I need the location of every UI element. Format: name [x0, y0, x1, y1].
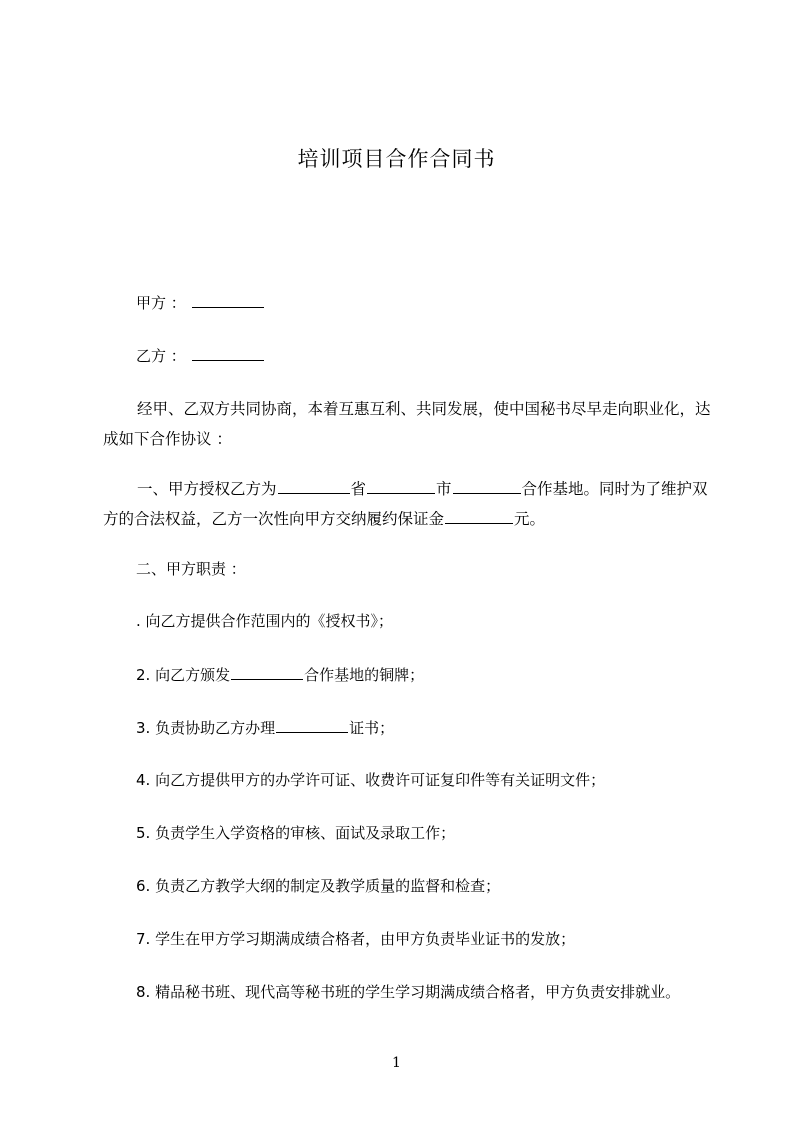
duty-item-6: 6. 负责乙方教学大纲的制定及教学质量的监督和检查； [136, 877, 501, 895]
party-b-blank [192, 345, 264, 361]
duty-item-5: 5. 负责学生入学资格的审核、面试及录取工作； [136, 824, 456, 842]
duty-item-2-pre: 2. 向乙方颁发 [136, 666, 231, 684]
document-title: 培训项目合作合同书 [297, 147, 496, 171]
party-a-line [136, 292, 265, 313]
clause-one-part3: 市 [436, 480, 452, 498]
intro-paragraph [103, 394, 723, 454]
duty-item-2-post: 合作基地的铜牌； [304, 666, 425, 684]
duty-item-7: 7. 学生在甲方学习期满成绩合格者，由甲方负责毕业证书的发放； [136, 930, 576, 948]
duty-item-4: 4. 向乙方提供甲方的办学许可证、收费许可证复印件等有关证明文件； [136, 771, 606, 789]
duty-item-2-blank [231, 664, 303, 680]
duty-item-1: . 向乙方提供合作范围内的《授权书》； [136, 612, 394, 630]
duty-item-3 [136, 717, 394, 738]
duty-item-8: 8. 精品秘书班、现代高等秘书班的学生学习期满成绩合格者，甲方负责安排就业。 [136, 983, 681, 1001]
duty-item-2 [136, 664, 424, 685]
section-two-heading: 二、甲方职责 ： [136, 560, 246, 578]
party-b-line [136, 345, 265, 366]
party-a-label: 甲方 ： [136, 294, 186, 312]
party-b-label: 乙方 ： [136, 347, 186, 365]
page-number: 1 [392, 1055, 401, 1071]
province-blank [278, 478, 350, 494]
clause-one-part4: 合作基地。同时为了维护双方的合法权益，乙方一次性向甲方交纳履约保证金 [103, 480, 708, 528]
duty-item-3-pre: 3. 负责协助乙方办理 [136, 719, 276, 737]
deposit-blank [445, 508, 513, 524]
duty-item-3-blank [276, 717, 348, 733]
base-blank [453, 478, 521, 494]
clause-one-part2: 省 [350, 480, 367, 498]
intro-text: 经甲、乙双方共同协商，本着互惠互利、共同发展，使中国秘书尽早走向职业化，达成如下合作协议 ： [103, 400, 711, 448]
duty-item-3-post: 证书； [349, 719, 395, 737]
party-a-blank [192, 292, 264, 308]
clause-one-paragraph [103, 474, 723, 534]
clause-one-part1: 一、甲方授权乙方为 [137, 480, 277, 498]
clause-one-part5: 元。 [514, 510, 546, 528]
city-blank [367, 478, 435, 494]
